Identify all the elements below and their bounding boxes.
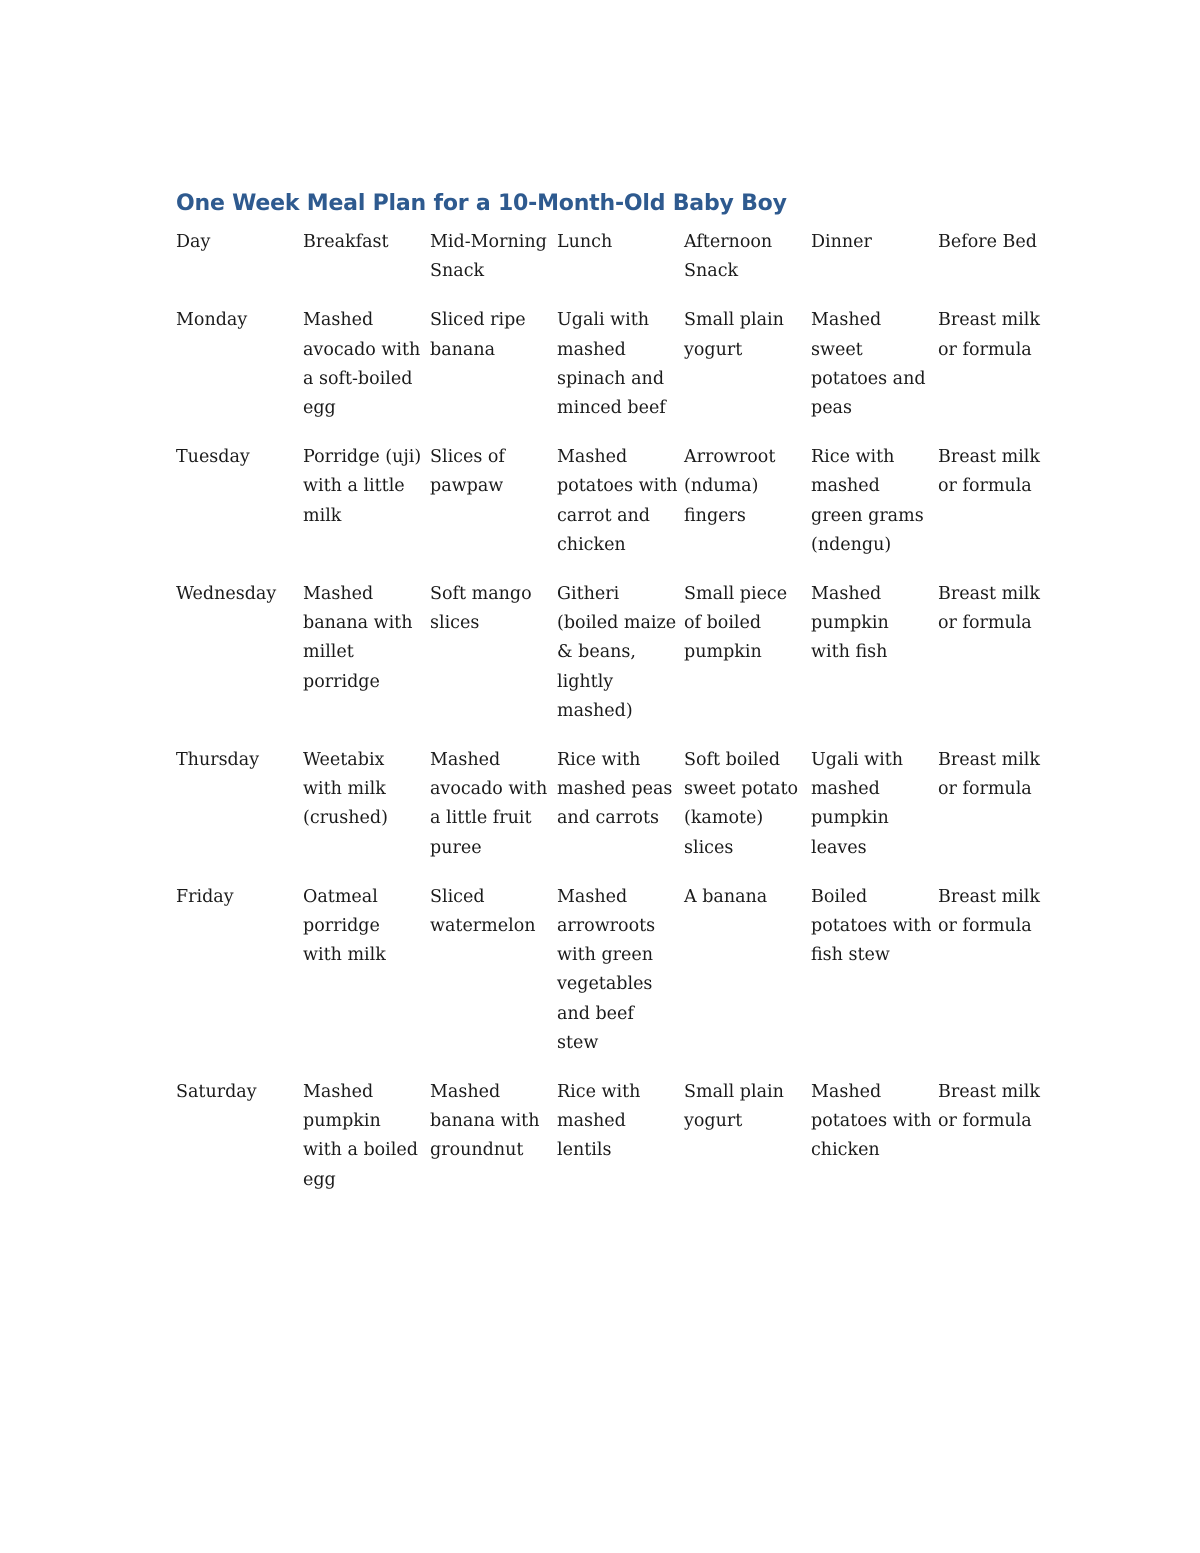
header-lunch: Lunch: [557, 232, 613, 252]
dinner-cell: Ugali with mashed pumpkin leaves: [811, 750, 904, 858]
dinner-cell: Mashed pumpkin with fish: [811, 584, 889, 663]
header-before-bed: Before Bed: [938, 232, 1037, 252]
day-cell: Thursday: [176, 750, 260, 771]
dinner-cell: Mashed potatoes with chicken: [811, 1082, 932, 1161]
lunch-cell: Mashed arrowroots with green vegetables and beef stew: [557, 886, 656, 1053]
breakfast-cell: Mashed avocado with a soft-boiled egg: [303, 310, 421, 419]
day-cell: Tuesday: [176, 447, 250, 468]
before-bed-cell: Breast milk or formula: [938, 310, 1040, 360]
mid-morning-snack-cell: Slices of pawpaw: [430, 447, 505, 497]
header-day: Day: [176, 232, 211, 252]
table-row: [176, 443, 1065, 580]
dinner-cell: Boiled potatoes with fish stew: [811, 886, 932, 966]
afternoon-snack-cell: Small piece of boiled pumpkin: [684, 584, 788, 663]
lunch-cell: Rice with mashed peas and carrots: [557, 750, 673, 829]
table-row: [176, 1078, 1065, 1215]
breakfast-cell: Mashed pumpkin with a boiled egg: [303, 1082, 418, 1190]
mid-morning-snack-cell: Soft mango slices: [430, 584, 532, 634]
day-cell: Saturday: [176, 1082, 257, 1103]
day-cell: Wednesday: [176, 584, 277, 605]
before-bed-cell: Breast milk or formula: [938, 886, 1040, 937]
mid-morning-snack-cell: Mashed avocado with a little fruit puree: [430, 750, 548, 858]
mid-morning-snack-cell: Sliced watermelon: [430, 886, 536, 937]
meal-plan-table: [176, 228, 1065, 1215]
breakfast-cell: Weetabix with milk (crushed): [303, 750, 388, 829]
before-bed-cell: Breast milk or formula: [938, 447, 1040, 497]
before-bed-cell: Breast milk or formula: [938, 584, 1040, 634]
header-mid-morning-snack: Mid-Morning Snack: [430, 232, 547, 282]
mid-morning-snack-cell: Sliced ripe banana: [430, 310, 526, 360]
lunch-cell: Githeri (boiled maize & beans, lightly mashed): [557, 584, 677, 721]
dinner-cell: Mashed sweet potatoes and peas: [811, 310, 926, 419]
lunch-cell: Mashed potatoes with carrot and chicken: [557, 447, 678, 555]
header-dinner: Dinner: [811, 232, 872, 252]
lunch-cell: Rice with mashed lentils: [557, 1082, 641, 1161]
breakfast-cell: Porridge (uji) with a little milk: [303, 447, 422, 526]
table-header-row: [176, 228, 1065, 306]
table-row: [176, 580, 1065, 746]
header-breakfast: Breakfast: [303, 232, 389, 252]
afternoon-snack-cell: Soft boiled sweet potato (kamote) slices: [684, 750, 799, 858]
day-cell: Monday: [176, 310, 248, 331]
before-bed-cell: Breast milk or formula: [938, 1082, 1040, 1132]
afternoon-snack-cell: A banana: [684, 886, 768, 907]
day-cell: Friday: [176, 886, 234, 907]
page-title: One Week Meal Plan for a 10-Month-Old Baby Boy: [176, 191, 787, 216]
afternoon-snack-cell: Small plain yogurt: [684, 310, 784, 360]
afternoon-snack-cell: Arrowroot (nduma) fingers: [684, 447, 776, 526]
dinner-cell: Rice with mashed green grams (ndengu): [811, 447, 924, 555]
afternoon-snack-cell: Small plain yogurt: [684, 1082, 784, 1132]
table-row: [176, 883, 1065, 1078]
table-row: [176, 306, 1065, 443]
breakfast-cell: Oatmeal porridge with milk: [303, 886, 386, 966]
before-bed-cell: Breast milk or formula: [938, 750, 1040, 800]
lunch-cell: Ugali with mashed spinach and minced beef: [557, 310, 666, 419]
header-afternoon-snack: Afternoon Snack: [684, 232, 773, 282]
breakfast-cell: Mashed banana with millet porridge: [303, 584, 413, 692]
table-row: [176, 746, 1065, 883]
mid-morning-snack-cell: Mashed banana with groundnut: [430, 1082, 540, 1161]
